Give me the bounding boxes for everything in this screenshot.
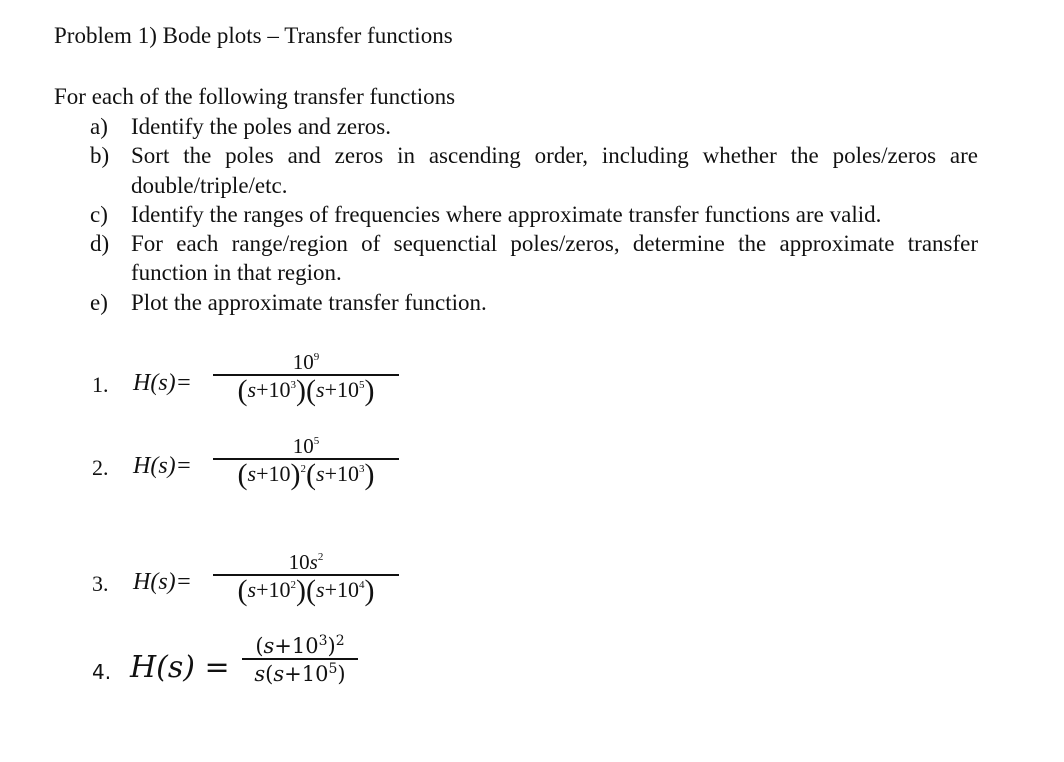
equation-lhs: H(s) =: [130, 650, 230, 685]
numerator: $10^5$: [292, 434, 320, 458]
task-label: c): [90, 201, 108, 227]
task-text: Identify the ranges of frequencies where approximate transfer functions are valid.: [131, 201, 882, 227]
denominator: $(s+10^2)(s+10^4)$: [237, 573, 375, 607]
equation-lhs: H(s)=: [133, 569, 192, 595]
numerator: $(s+10^3)^2$: [255, 633, 345, 658]
task-label: a): [90, 114, 108, 139]
denominator: $s(s+10^5)$: [254, 660, 346, 686]
equation-number: 2.: [92, 455, 109, 480]
task-text: Identify the poles and zeros.: [131, 114, 391, 139]
denominator: $(s+10)^2(s+10^3)$: [237, 457, 375, 491]
numerator: $10^9$: [292, 350, 320, 374]
task-label: d): [90, 231, 110, 257]
task-text: Plot the approximate transfer function.: [131, 289, 487, 315]
problem-title: Problem 1) Bode plots – Transfer functions: [54, 23, 453, 48]
fraction: [213, 350, 399, 407]
fraction: [242, 634, 358, 688]
fraction: [213, 434, 399, 491]
equation-lhs: H(s)=: [133, 370, 192, 396]
equation-number: 4.: [92, 660, 112, 684]
equation-lhs: H(s)=: [133, 453, 192, 479]
equation-number: 3.: [92, 571, 109, 596]
task-item-d: [90, 229, 978, 288]
task-label: b): [90, 143, 110, 169]
task-text: Sort the poles and zeros in ascending order, including whether the poles/zeros are double/triple/etc.: [131, 143, 978, 198]
task-label: e): [90, 289, 108, 315]
denominator: $(s+10^3)(s+10^5)$: [237, 373, 375, 407]
fraction: [213, 550, 399, 607]
task-text: For each range/region of sequenctial poles/zeros, determine the approximate transfer function in that region.: [131, 231, 978, 286]
task-item-e: [90, 288, 978, 317]
task-item-c: [90, 200, 978, 229]
task-item-a: [90, 112, 978, 141]
numerator: $10s^2$: [288, 550, 324, 574]
task-list: [90, 112, 978, 317]
equation-number: 1.: [92, 372, 109, 397]
task-item-b: [90, 141, 978, 200]
instructions-intro: For each of the following transfer functions: [54, 84, 456, 109]
